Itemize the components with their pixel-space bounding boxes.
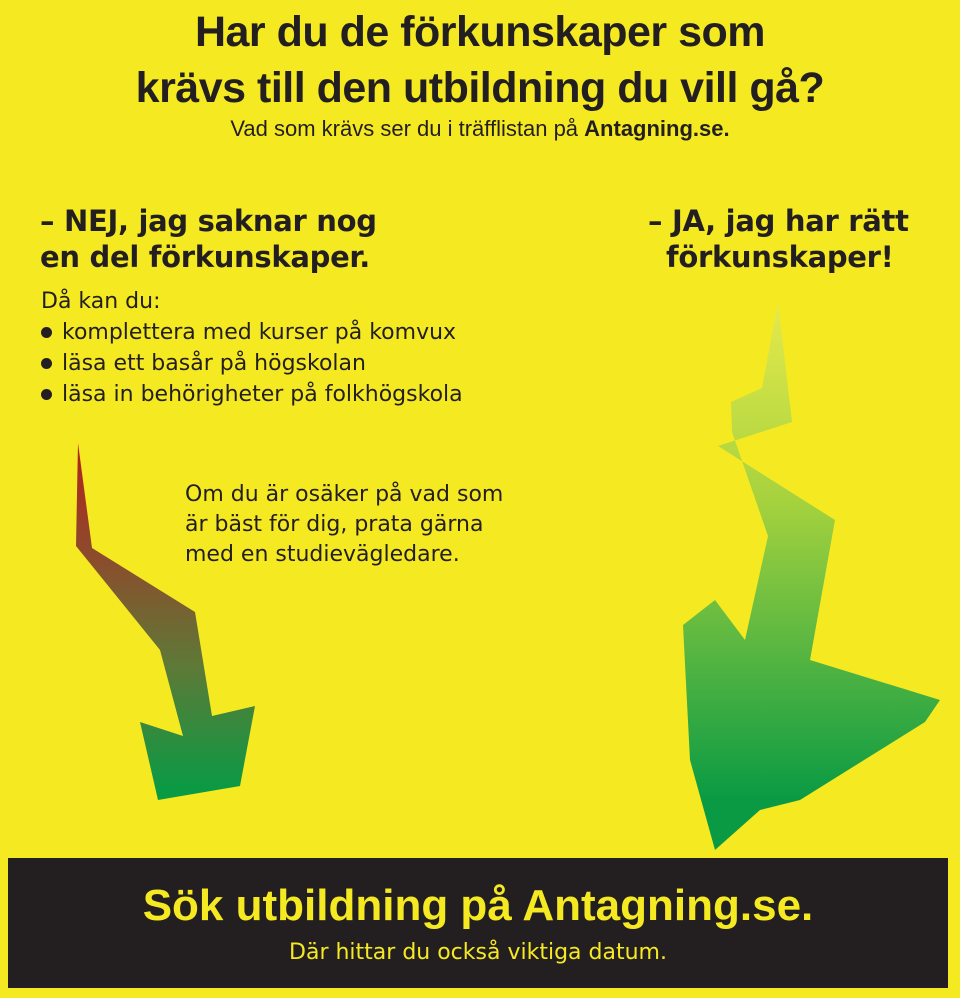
zigzag-arrow-down-left-icon — [683, 302, 940, 850]
subheadline-link: Antagning.se. — [584, 116, 730, 141]
advice-line-1: Om du är osäker på vad som — [185, 482, 504, 507]
subheadline-text: Vad som krävs ser du i träfflistan på — [230, 116, 585, 141]
yes-heading-line-2: förkunskaper! — [666, 240, 894, 274]
headline-line-1: Har du de förkunskaper som — [194, 8, 766, 56]
cta-subtitle: Där hittar du också viktiga datum. — [289, 940, 667, 965]
no-heading-line-1: – NEJ, jag saknar nog — [40, 204, 377, 238]
cta-title: Sök utbildning på Antagning.se. — [142, 881, 814, 930]
no-heading-line-2: en del förkunskaper. — [40, 240, 371, 274]
option-label: läsa ett basår på högskolan — [62, 351, 366, 376]
no-path-intro: Då kan du: — [41, 289, 161, 314]
yes-heading-line-1: – JA, jag har rätt — [648, 204, 909, 238]
advice-line-3: med en studievägledare. — [185, 542, 460, 567]
zigzag-arrow-down-icon — [76, 443, 255, 800]
option-label: komplettera med kurser på komvux — [62, 320, 457, 345]
cta-banner — [8, 858, 948, 988]
option-label: läsa in behörigheter på folkhögskola — [62, 382, 463, 407]
advice-line-2: är bäst för dig, prata gärna — [185, 512, 484, 537]
headline-line-2: krävs till den utbildning du vill gå? — [135, 64, 825, 112]
